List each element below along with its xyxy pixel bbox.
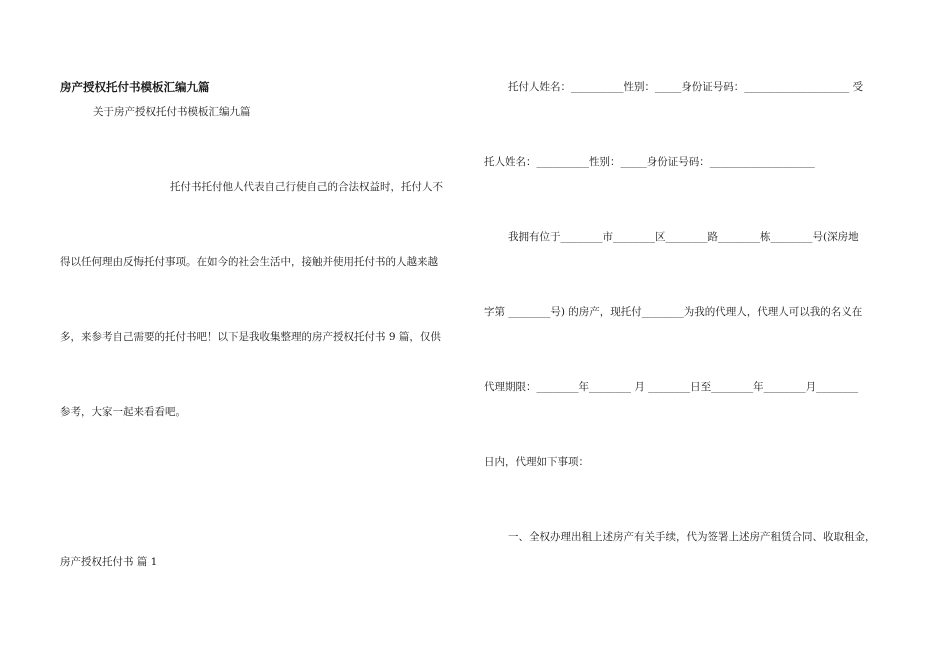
item-one-line: 一、全权办理出租上述房产有关手续，代为签署上述房产租赁合同、收取租金， bbox=[508, 531, 876, 543]
agent-info-line: 托人姓名：__________性别：_____身份证号码：____________________ bbox=[484, 156, 815, 168]
intro-line-1: 托付书托付他人代表自己行使自己的合法权益时，托付人不 bbox=[170, 181, 443, 193]
property-certificate-line: 字第 ________号) 的房产，现托付________为我的代理人，代理人可以我的名义在 bbox=[484, 306, 863, 318]
principal-info-line: 托付人姓名：__________性别：_____身份证号码：____________________ 受 bbox=[508, 81, 864, 93]
document-subtitle: 关于房产授权托付书模板汇编九篇 bbox=[93, 106, 251, 118]
intro-line-2: 得以任何理由反悔托付事项。在如今的社会生活中，接触并使用托付书的人越来越 bbox=[60, 256, 438, 268]
intro-line-4: 参考，大家一起来看看吧。 bbox=[60, 406, 186, 418]
property-address-line: 我拥有位于________市________区________路________栋________号(深房地 bbox=[508, 231, 859, 243]
document-title: 房产授权托付书模板汇编九篇 bbox=[60, 80, 210, 94]
section-heading: 房产授权托付书 篇 1 bbox=[60, 556, 158, 568]
agency-period-line: 代理期限：________年________ 月 ________日至________年________月________ bbox=[484, 381, 859, 393]
intro-line-3: 多，来参考自己需要的托付书吧！以下是我收集整理的房产授权托付书 9 篇，仅供 bbox=[60, 331, 441, 343]
agency-matters-line: 日内，代理如下事项： bbox=[484, 456, 589, 468]
